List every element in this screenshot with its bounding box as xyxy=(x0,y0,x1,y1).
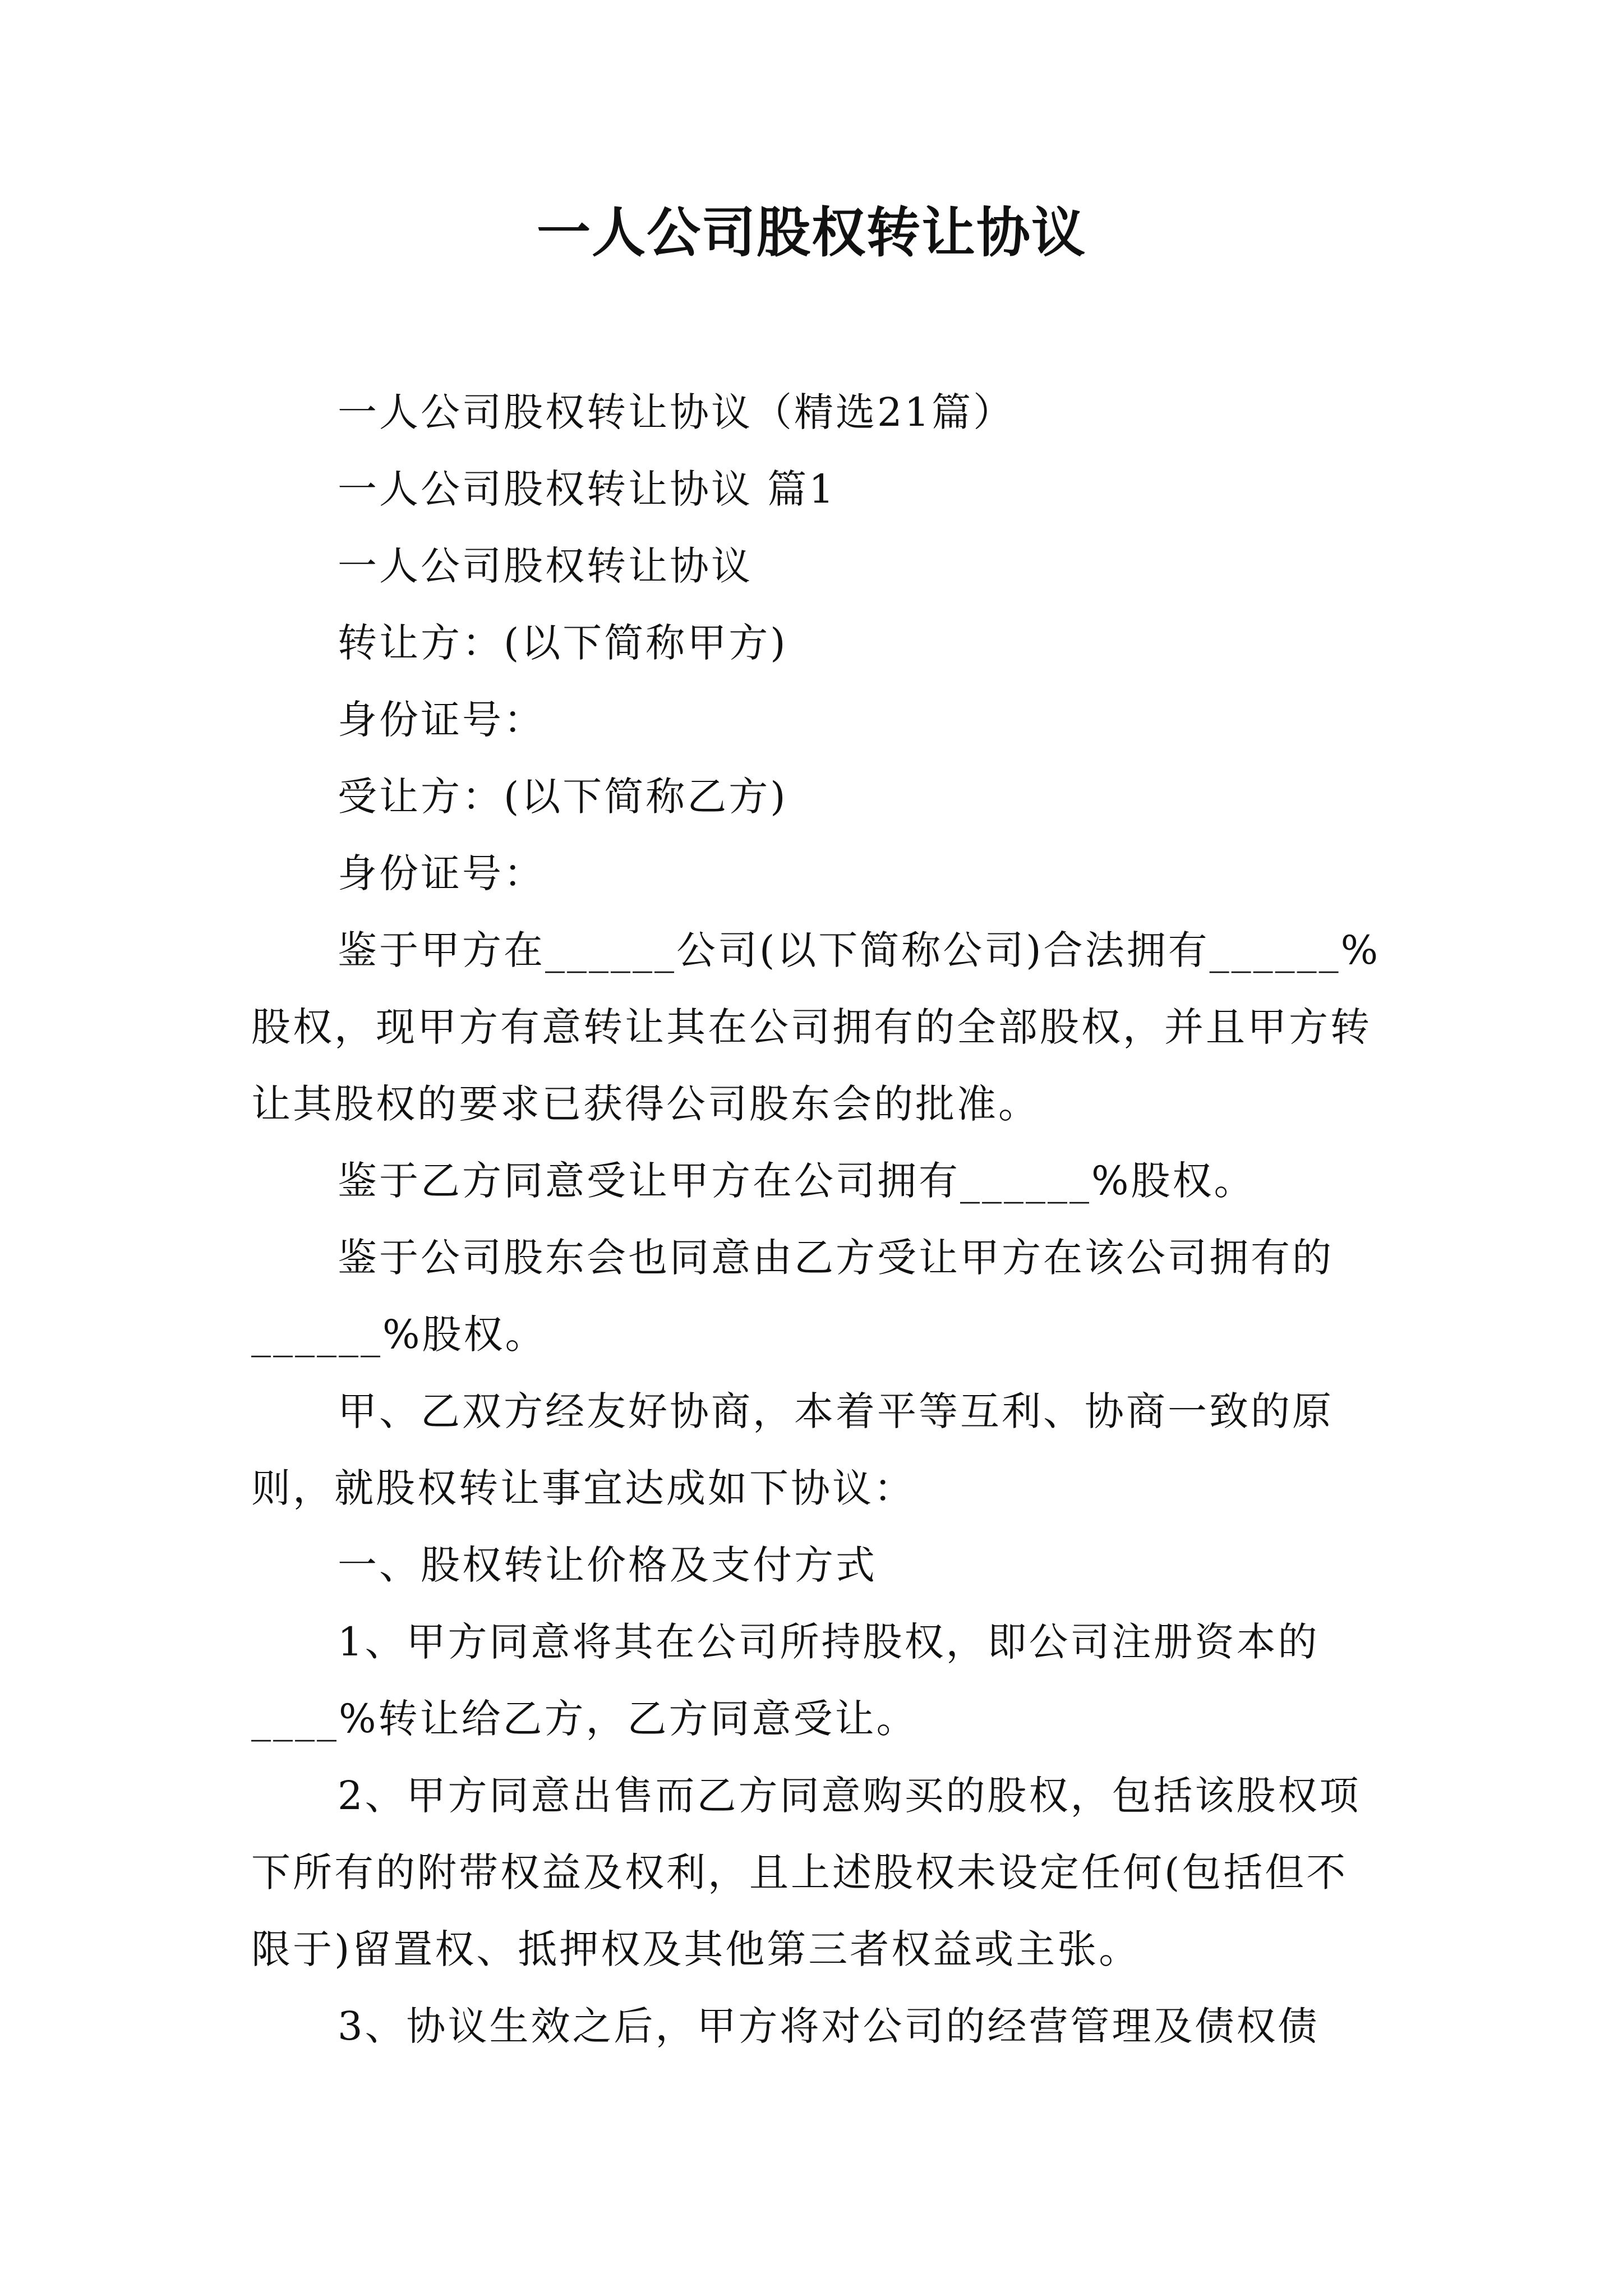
paragraph-agreement-name: 一人公司股权转让协议 xyxy=(338,543,753,589)
paragraph-transferor: 转让方：(以下简称甲方) xyxy=(338,620,788,666)
paragraph-recital-2: 鉴于乙方同意受让甲方在公司拥有______%股权。 xyxy=(338,1158,1256,1204)
paragraph-recital-1: 鉴于甲方在______公司(以下简称公司)合法拥有______%股权，现甲方有意转让其在公司拥有的全部股权，并且甲方转让其股权的要求已获得公司股东会的批准。 xyxy=(251,927,1381,1127)
paragraph-clause-2: 2、甲方同意出售而乙方同意购买的股权，包括该股权项下所有的附带权益及权利，且上述股权未设定任何(包括但不限于)留置权、抵押权及其他第三者权益或主张。 xyxy=(251,1773,1361,1972)
paragraph-transferor-id: 身份证号： xyxy=(338,697,545,743)
document-body xyxy=(251,374,1381,2065)
paragraph-clause-3: 3、协议生效之后，甲方将对公司的经营管理及债权债 xyxy=(338,2003,1320,2049)
paragraph-section-heading: 一人公司股权转让协议 篇1 xyxy=(338,466,836,512)
paragraph-preamble: 甲、乙双方经友好协商，本着平等互利、协商一致的原则，就股权转让事宜达成如下协议： xyxy=(251,1388,1334,1511)
paragraph-clause-heading: 一、股权转让价格及支付方式 xyxy=(338,1542,877,1588)
paragraph-transferee-id: 身份证号： xyxy=(338,850,545,896)
document-title: 一人公司股权转让协议 xyxy=(537,201,1086,264)
paragraph-subtitle: 一人公司股权转让协议（精选21篇） xyxy=(338,389,1015,435)
paragraph-recital-3: 鉴于公司股东会也同意由乙方受让甲方在该公司拥有的______%股权。 xyxy=(251,1235,1334,1358)
paragraph-clause-1: 1、甲方同意将其在公司所持股权，即公司注册资本的____%转让给乙方，乙方同意受让。 xyxy=(251,1619,1320,1742)
paragraph-transferee: 受让方：(以下简称乙方) xyxy=(338,774,788,820)
